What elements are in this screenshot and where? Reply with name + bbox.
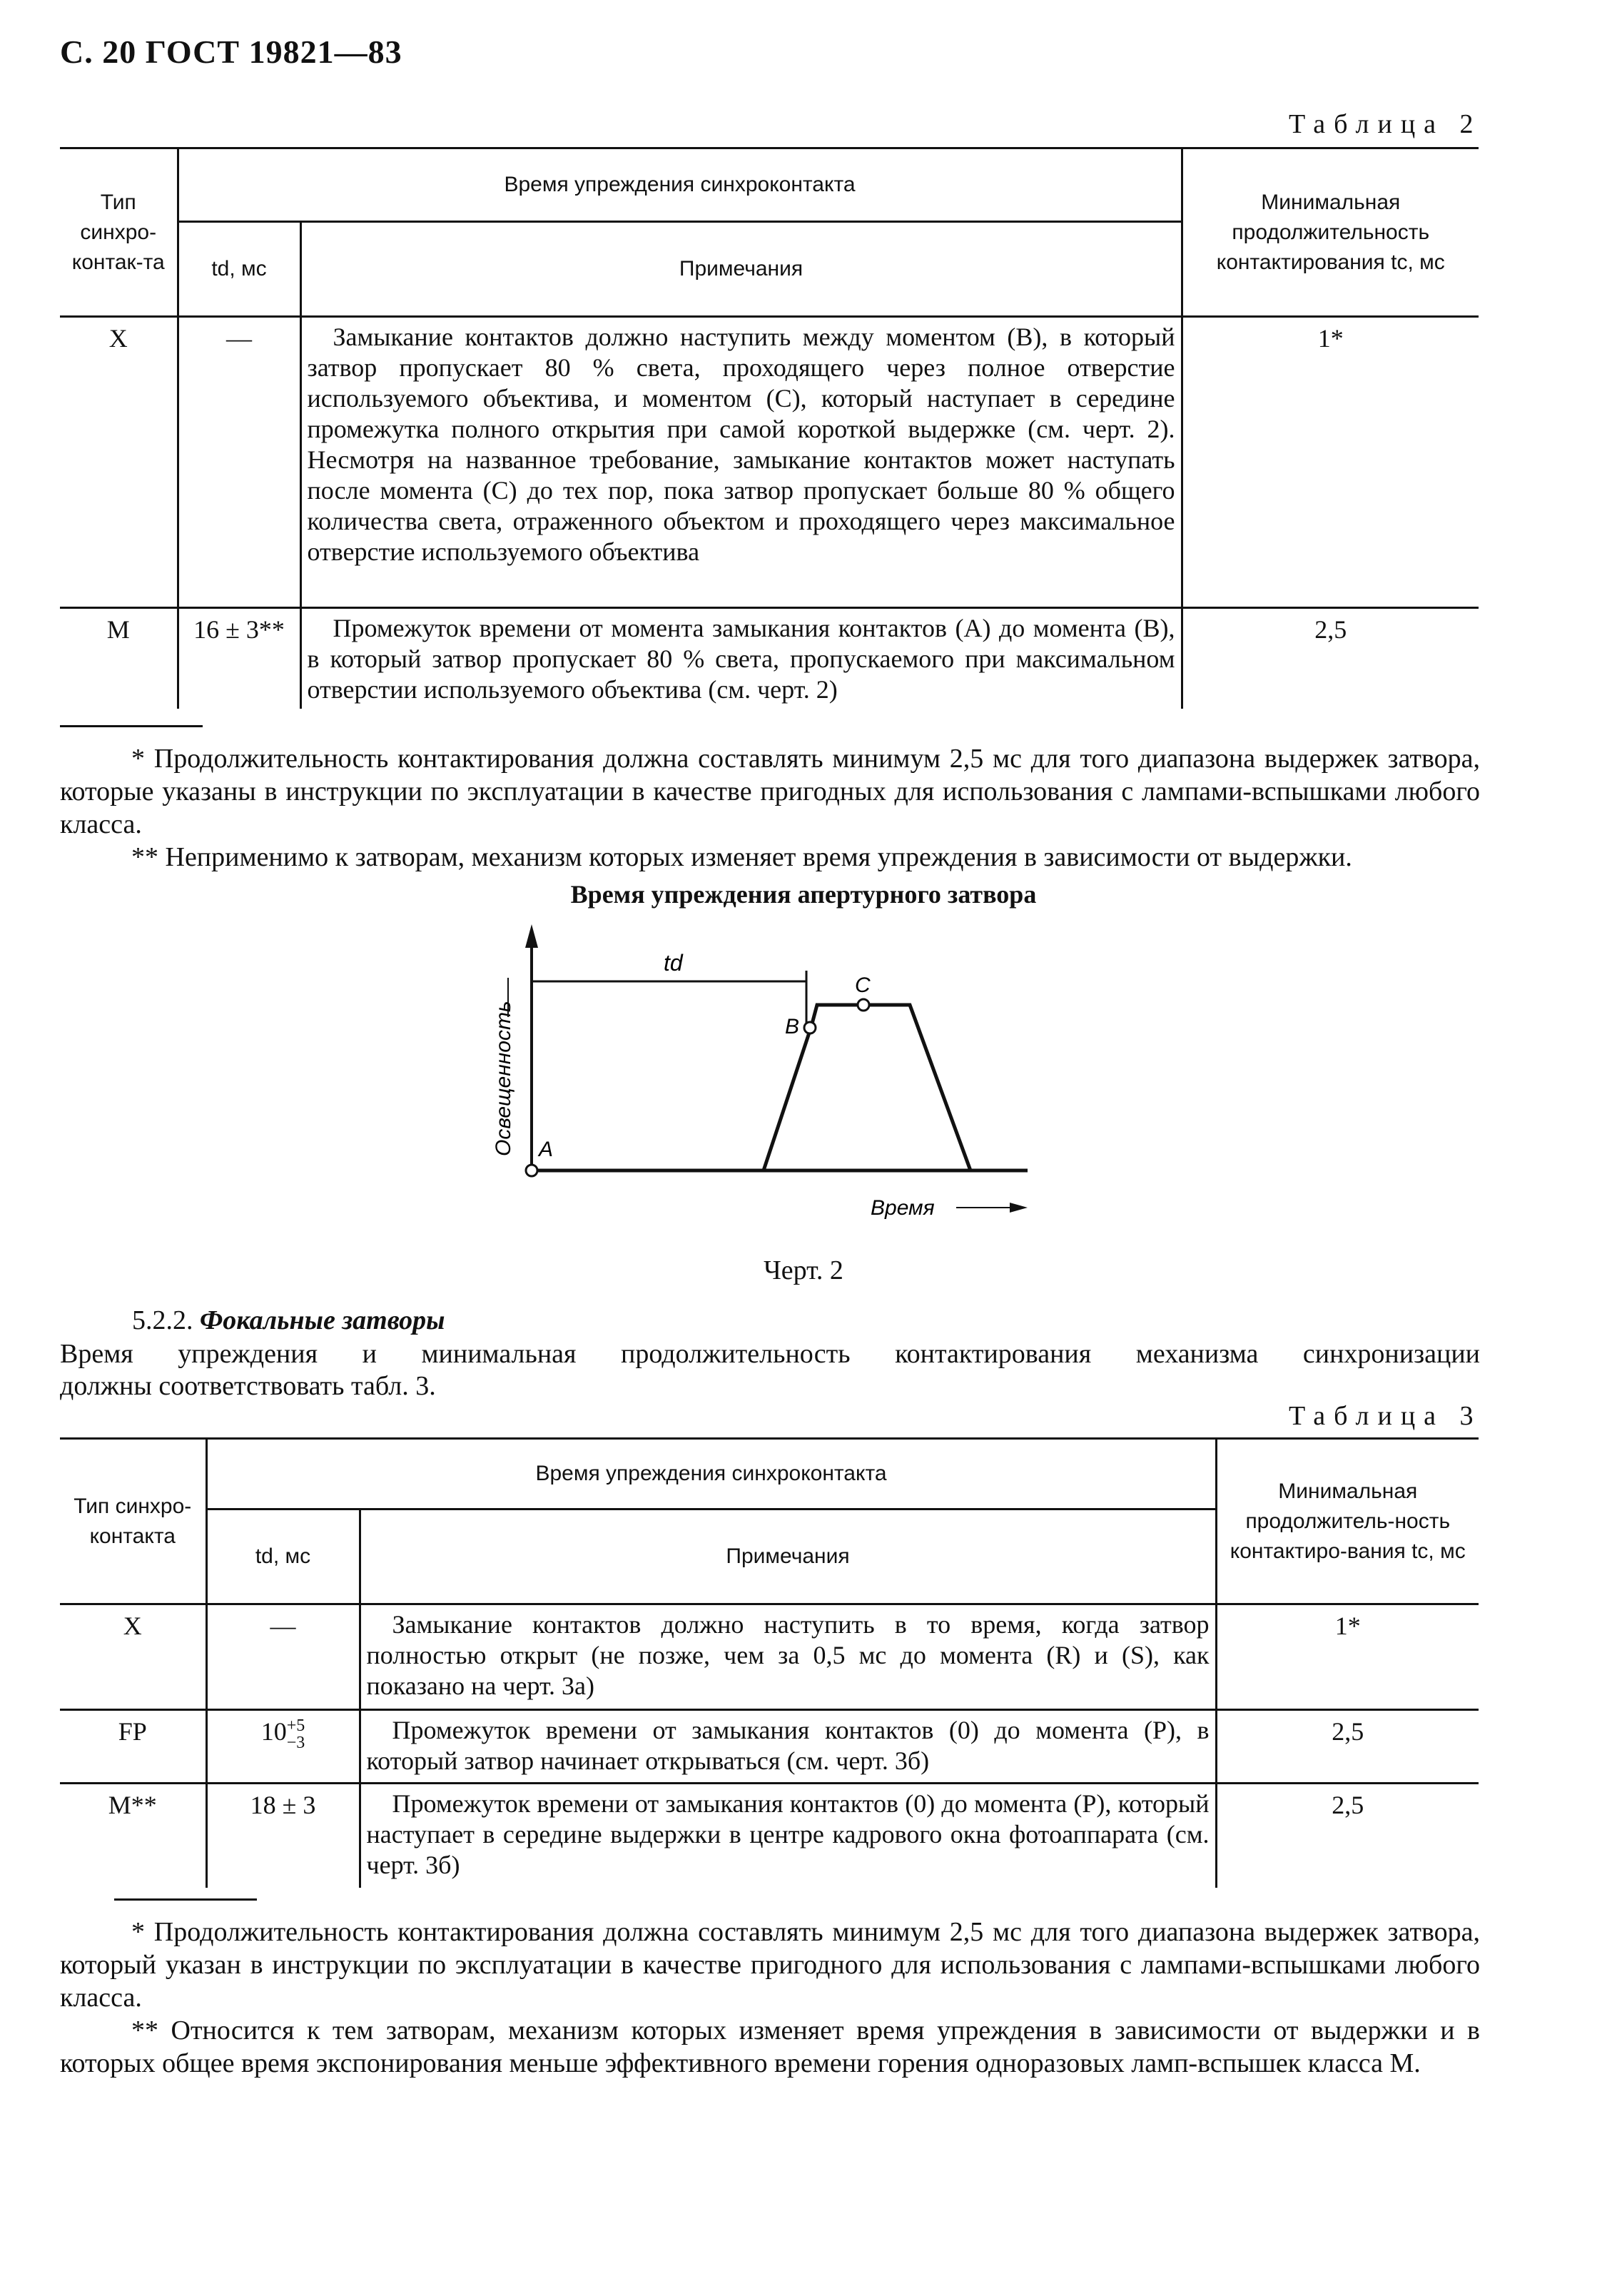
page-header: С. 20 ГОСТ 19821—83 (60, 34, 402, 70)
table3-row3-td: 18 ± 3 (206, 1784, 360, 1888)
table3-caption: Таблица 3 (1289, 1401, 1482, 1431)
section-title: Фокальные затворы (200, 1305, 445, 1335)
point-c-marker (858, 999, 869, 1011)
table3-row2-note: Промежуток времени от замыкания контактов (0) до момента (P), в который затвор начинает открываться (см. черт. 3б) (366, 1716, 1210, 1775)
td-label: td (664, 950, 683, 976)
section-text-line2: должны соответствовать табл. 3. (60, 1371, 436, 1401)
table3-row2-type: FP (118, 1717, 147, 1746)
table2-row1-type: X (108, 324, 128, 353)
table2-caption: Таблица 2 (1289, 109, 1482, 139)
table2-col-notes: Примечания (300, 222, 1182, 317)
table2-footnotes (60, 742, 1480, 874)
table2-row2-td: 16 ± 3** (178, 608, 300, 709)
footnote-divider-2 (114, 1898, 257, 1901)
y-axis-label: Освещенность (492, 1001, 515, 1156)
table-row (60, 317, 1479, 608)
table3-row1-min: 1* (1216, 1604, 1479, 1710)
table2-footnote-1: * Продолжительность контактирования должна составлять минимум 2,5 мс для того диапазона выдержек затвора, которые указаны в инструкции по эксплуатации в качестве пригодных для использования с лампами-вспышками любого класса. (60, 744, 1480, 839)
section-heading (132, 1305, 445, 1336)
section-number: 5.2.2. (132, 1305, 193, 1335)
table2-col-td: td, мс (178, 222, 300, 317)
section-text-line1: Время упреждения и минимальная продолжительность контактирования механизма синхронизации (60, 1339, 1480, 1369)
table-row (60, 1784, 1479, 1888)
figure-caption: Черт. 2 (764, 1255, 843, 1285)
table3-row3-note: Промежуток времени от замыкания контактов (0) до момента (P), который наступает в середине выдержки в центре кадрового окна фотоаппарата (см. черт. 3б) (366, 1789, 1210, 1879)
table3-row2-td-sup: +5 (286, 1716, 305, 1735)
x-axis-arrow-icon (1010, 1203, 1028, 1213)
table3 (60, 1437, 1479, 1888)
table2-col-min: Минимальная продолжительность контактирования tc, мс (1182, 148, 1479, 317)
table2-footnote-2: ** Неприменимо к затворам, механизм которых изменяет время упреждения в зависимости от выдержки. (131, 842, 1352, 872)
point-a-label: A (539, 1138, 554, 1161)
point-b-marker (804, 1022, 816, 1033)
table2-row1-min: 1* (1182, 317, 1479, 608)
table3-col-time-group: Время упреждения синхроконтакта (206, 1439, 1216, 1509)
table2-row1-note: Замыкание контактов должно наступить между моментом (B), в который затвор пропускает 80 % света, проходящего через полное отверстие используемого объектива, и моментом (C), который наступает в середине промежутка полного открытия при самой короткой выдержке (см. черт. 2). Несмотря на названное требование, замыкание контактов может наступать после момента (C) до тех пор, пока затвор пропускает больше 80 % общего количества света, отраженного объектом и проходящего через максимальное отверстие используемого объектива (307, 323, 1175, 566)
table3-row2-td (206, 1710, 360, 1784)
point-b-label: B (785, 1015, 800, 1038)
table2-col-time-group: Время упреждения синхроконтакта (178, 148, 1182, 222)
table3-row1-td: — (206, 1604, 360, 1710)
table2-row2-min: 2,5 (1182, 608, 1479, 709)
table3-footnote-1: * Продолжительность контактирования должна составлять минимум 2,5 мс для того диапазона выдержек затвора, который указан в инструкции по эксплуатации в качестве пригодного для использования с лампами-вспышками любого класса. (60, 1917, 1480, 2013)
table3-row1-note: Замыкание контактов должно наступить в то время, когда затвор полностью открыт (не позже, чем за 0,5 мс до момента (R) и (S), как показано на черт. 3а) (366, 1610, 1210, 1700)
table3-col-td: td, мс (206, 1509, 360, 1604)
y-axis-arrow-icon (525, 924, 538, 948)
table3-col-notes: Примечания (360, 1509, 1216, 1604)
table3-row2-td-base: 10 (260, 1717, 287, 1746)
point-a-marker (526, 1165, 537, 1176)
footnote-divider (60, 725, 203, 727)
table2-col-type: Тип синхро-контак-та (60, 148, 178, 317)
figure-title: Время упреждения апертурного затвора (570, 880, 1037, 909)
point-c-label: C (855, 973, 871, 997)
table3-footnote-2: ** Относится к тем затворам, механизм которых изменяет время упреждения в зависимости от выдержки и в которых общее время экспонирования меньше эффективного времени горения одноразовых ламп-вспышек класса M. (60, 2016, 1480, 2078)
table2 (60, 147, 1479, 709)
table2-row1-td: — (178, 317, 300, 608)
table3-row2-td-sub: −3 (286, 1733, 305, 1752)
table-row (60, 608, 1479, 709)
table2-row2-note: Промежуток времени от момента замыкания контактов (A) до момента (B), в который затвор пропускает 80 % света, пропускаемого при максимальном отверстии используемого объектива (см. черт. 2) (307, 614, 1175, 704)
table3-row3-min: 2,5 (1216, 1784, 1479, 1888)
x-axis-label: Время (871, 1196, 935, 1220)
table3-col-min: Минимальная продолжитель-ность контактиро-вания tc, мс (1216, 1439, 1479, 1604)
figure-diagram (471, 921, 1070, 1249)
table3-footnotes (60, 1916, 1480, 2080)
table-row (60, 1710, 1479, 1784)
table-row (60, 1604, 1479, 1710)
table3-row2-min: 2,5 (1216, 1710, 1479, 1784)
table2-row2-type: M (106, 615, 130, 644)
table3-row1-type: X (123, 1612, 142, 1640)
table3-row3-type: M** (108, 1791, 157, 1819)
table3-col-type: Тип синхро-контакта (60, 1439, 206, 1604)
